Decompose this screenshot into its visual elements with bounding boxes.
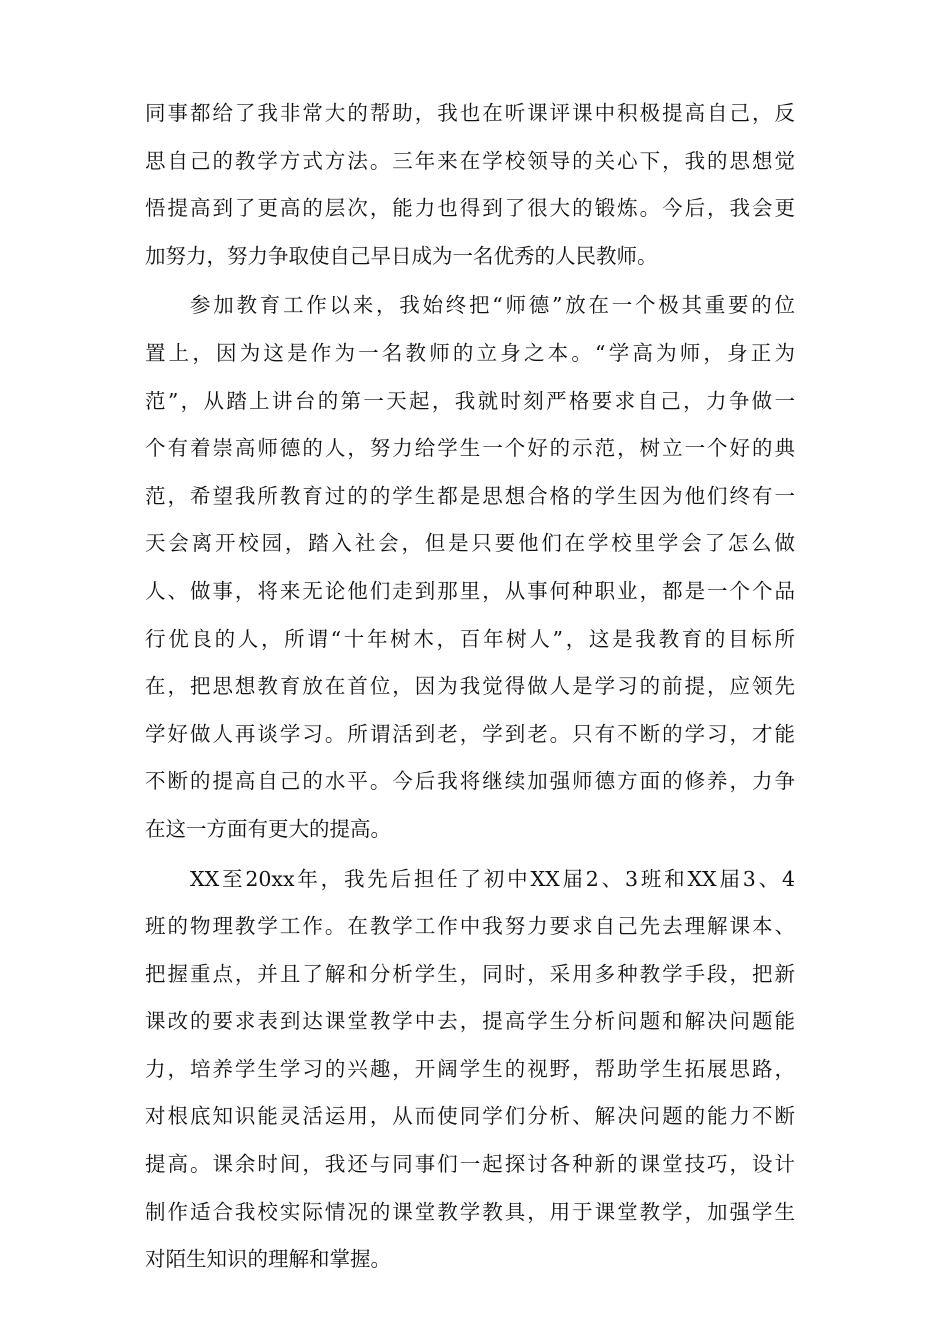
paragraph-line: 力，培养学生学习的兴趣，开阔学生的视野，帮助学生拓展思路， xyxy=(145,1056,795,1081)
paragraph xyxy=(145,856,795,1284)
paragraph-line: 悟提高到了更高的层次，能力也得到了很大的锻炼。今后，我会更 xyxy=(145,196,795,221)
paragraph-line: 天会离开校园，踏入社会，但是只要他们在学校里学会了怎么做 xyxy=(145,531,795,556)
paragraph-line: 把握重点，并且了解和分析学生，同时，采用多种教学手段，把新 xyxy=(145,961,795,986)
paragraph-line: 人、做事，将来无论他们走到那里，从事何种职业，都是一个个品 xyxy=(145,578,795,603)
document-body xyxy=(145,90,795,1284)
paragraph-line: 提高。课余时间，我还与同事们一起探讨各种新的课堂技巧，设计 xyxy=(145,1152,795,1177)
paragraph-line: 参加教育工作以来，我始终把“师德”放在一个极其重要的位 xyxy=(190,293,795,318)
paragraph-line: 对陌生知识的理解和掌握。 xyxy=(145,1247,391,1272)
paragraph-line: XX至20xx年，我先后担任了初中XX届2、3班和XX届3、4 xyxy=(190,866,795,891)
paragraph-line: 制作适合我校实际情况的课堂教学教具，用于课堂教学，加强学生 xyxy=(145,1199,795,1224)
paragraph-line: 在这一方面有更大的提高。 xyxy=(145,816,391,841)
paragraph-line: 思自己的教学方式方法。三年来在学校领导的关心下，我的思想觉 xyxy=(145,148,795,173)
paragraph-line: 在，把思想教育放在首位，因为我觉得做人是学习的前提，应领先 xyxy=(145,674,795,699)
paragraph-line: 行优良的人，所谓“十年树木，百年树人”，这是我教育的目标所 xyxy=(145,626,795,651)
paragraph-line: 学好做人再谈学习。所谓活到老，学到老。只有不断的学习，才能 xyxy=(145,721,795,746)
paragraph-line: 不断的提高自己的水平。今后我将继续加强师德方面的修养，力争 xyxy=(145,769,795,794)
paragraph-line: 对根底知识能灵活运用，从而使同学们分析、解决问题的能力不断 xyxy=(145,1104,795,1129)
paragraph xyxy=(145,282,795,853)
paragraph-line: 班的物理教学工作。在教学工作中我努力要求自己先去理解课本、 xyxy=(145,914,795,939)
paragraph-line: 课改的要求表到达课堂教学中去，提高学生分析问题和解决问题能 xyxy=(145,1009,795,1034)
paragraph-line: 范”，从踏上讲台的第一天起，我就时刻严格要求自己，力争做一 xyxy=(145,388,795,413)
paragraph-line: 置上，因为这是作为一名教师的立身之本。“学高为师，身正为 xyxy=(145,340,795,365)
paragraph-line: 个有着崇高师德的人，努力给学生一个好的示范，树立一个好的典 xyxy=(145,436,795,461)
paragraph-line: 范，希望我所教育过的的学生都是思想合格的学生因为他们终有一 xyxy=(145,483,795,508)
paragraph-line: 同事都给了我非常大的帮助，我也在听课评课中积极提高自己，反 xyxy=(145,101,795,125)
paragraph-line: 加努力，努力争取使自己早日成为一名优秀的人民教师。 xyxy=(145,243,658,268)
paragraph xyxy=(145,90,795,280)
